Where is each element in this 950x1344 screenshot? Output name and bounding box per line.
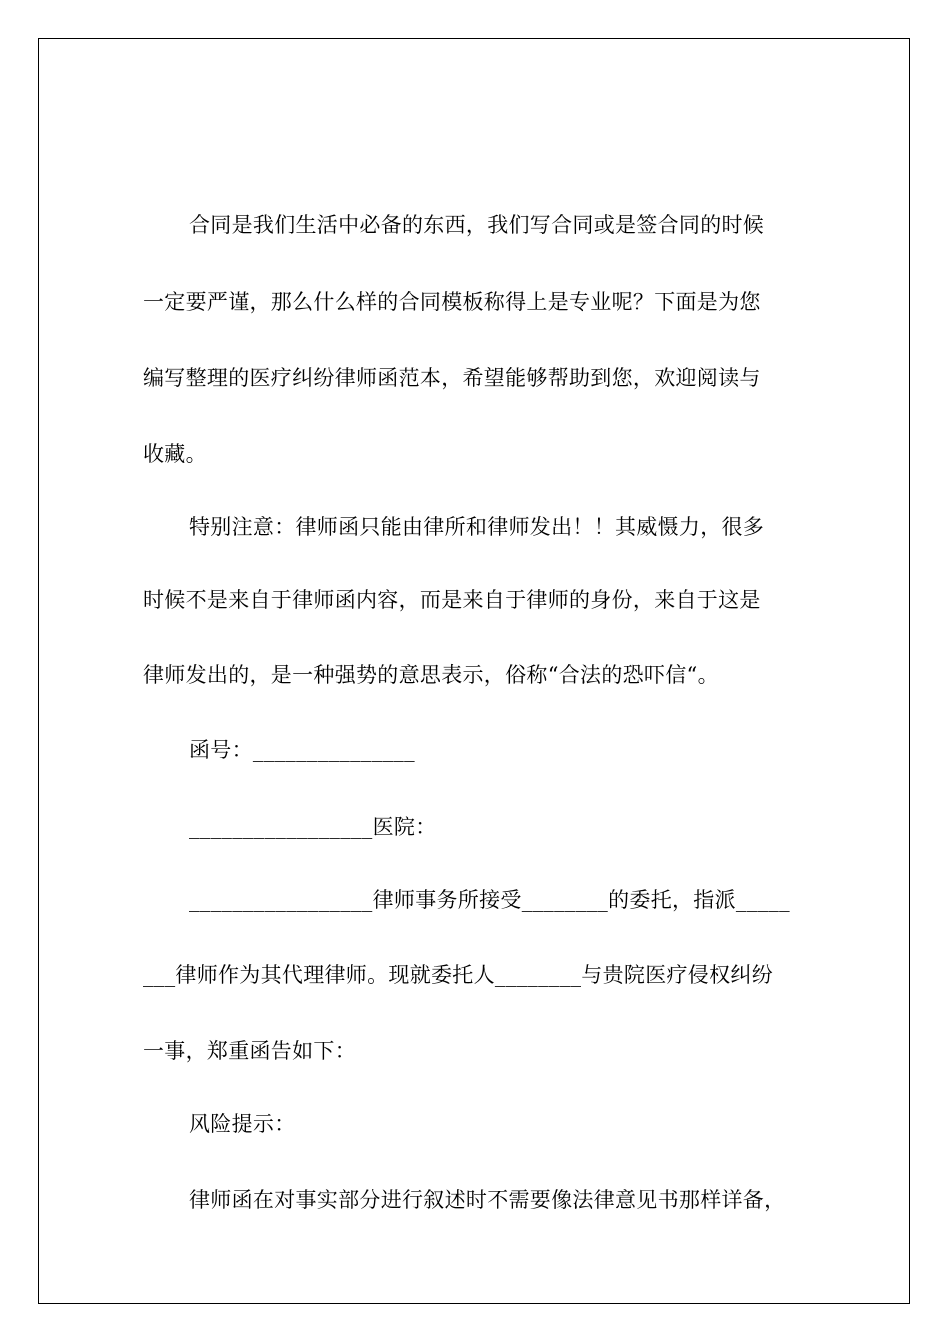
risk-notice-heading: 风险提示： bbox=[189, 1112, 296, 1136]
paragraph-risk-line-1: 律师函在对事实部分进行叙述时不需要像法律意见书那样详备， bbox=[189, 1188, 786, 1212]
paragraph-body-line-3: 一事，郑重函告如下： bbox=[143, 1039, 356, 1063]
paragraph-notice-line-2: 时候不是来自于律师函内容，而是来自于律师的身份，来自于这是 bbox=[143, 588, 761, 612]
paragraph-intro-line-2: 一定要严谨，那么什么样的合同模板称得上是专业呢？下面是为您 bbox=[143, 290, 761, 314]
paragraph-body-line-2: ___律师作为其代理律师。现就委托人________与贵院医疗侵权纠纷 bbox=[143, 963, 773, 987]
paragraph-intro-line-4: 收藏。 bbox=[143, 442, 207, 466]
recipient-hospital-line: _________________医院： bbox=[189, 815, 437, 839]
paragraph-notice-line-1: 特别注意：律师函只能由律所和律师发出！！其威慑力，很多 bbox=[189, 515, 765, 539]
paragraph-body-line-1: _________________律师事务所接受________的委托，指派_____ bbox=[189, 888, 790, 912]
paragraph-notice-line-3: 律师发出的，是一种强势的意思表示，俗称“合法的恐吓信“。 bbox=[143, 663, 719, 687]
paragraph-intro-line-3: 编写整理的医疗纠纷律师函范本，希望能够帮助到您，欢迎阅读与 bbox=[143, 366, 761, 390]
letter-number-line: 函号：_______________ bbox=[189, 738, 415, 762]
paragraph-intro-line-1: 合同是我们生活中必备的东西，我们写合同或是签合同的时候 bbox=[189, 213, 765, 237]
